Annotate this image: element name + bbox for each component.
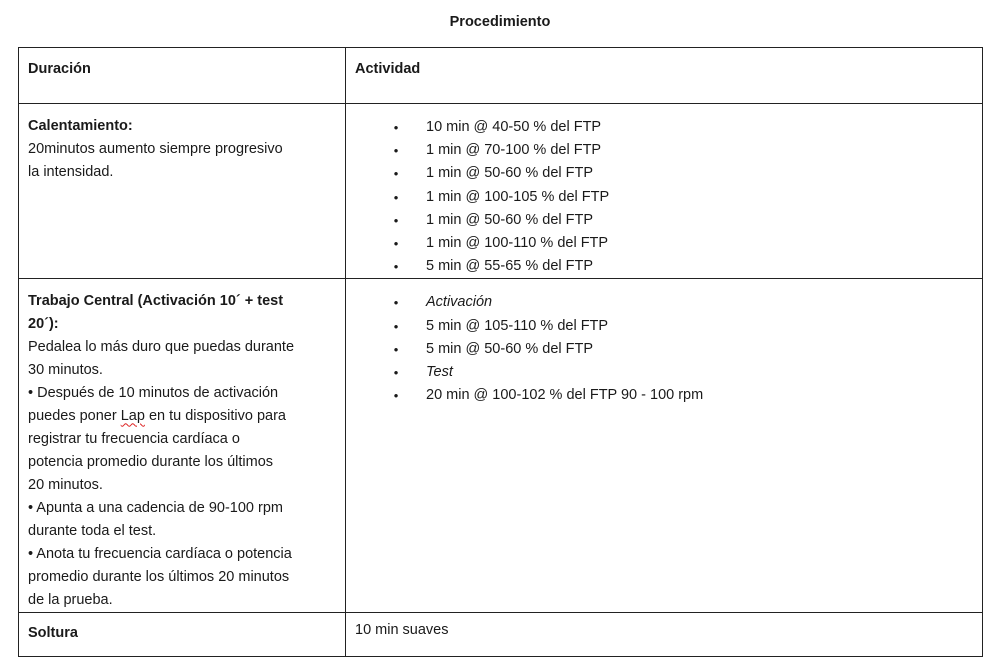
header-activity-label: Actividad: [355, 61, 421, 77]
list-item: • 5 min @ 50-60 % del FTP: [346, 338, 982, 361]
bullet-icon: •: [393, 259, 399, 275]
list-item: • 20 min @ 100-102 % del FTP 90 - 100 rpm: [346, 384, 982, 407]
main-activity-cell: [346, 279, 983, 613]
list-item: • 1 min @ 100-110 % del FTP: [346, 232, 982, 255]
main-description-line: Pedalea lo más duro que puedas durante: [28, 339, 295, 356]
list-item: • 5 min @ 55-65 % del FTP: [346, 255, 982, 278]
table-header-row: [19, 48, 983, 104]
cooldown-heading: Soltura: [28, 625, 78, 642]
warmup-duration-cell: [19, 104, 346, 279]
list-item: • 5 min @ 105-110 % del FTP: [346, 315, 982, 338]
cooldown-activity: 10 min suaves: [355, 622, 449, 639]
list-item: • Test: [346, 361, 982, 384]
bullet-icon: •: [393, 341, 399, 357]
table-row-warmup: [19, 104, 983, 279]
main-description-line: durante toda el test.: [28, 523, 157, 540]
list-item: • 1 min @ 50-60 % del FTP: [346, 162, 982, 185]
bullet-icon: •: [393, 364, 399, 380]
list-item: • 1 min @ 50-60 % del FTP: [346, 209, 982, 232]
procedure-table: [18, 47, 983, 657]
list-item: • 1 min @ 100-105 % del FTP: [346, 186, 982, 209]
bullet-icon: •: [393, 189, 399, 205]
bullet-icon: •: [393, 166, 399, 182]
header-duration-label: Duración: [28, 61, 91, 77]
warmup-description-line: 20minutos aumento siempre progresivo: [28, 141, 283, 157]
warmup-description-line: la intensidad.: [28, 164, 114, 180]
cooldown-activity-cell: [346, 613, 983, 657]
main-description-line: 30 minutos.: [28, 362, 103, 379]
bullet-icon: •: [393, 295, 399, 311]
main-description-line: • Anota tu frecuencia cardíaca o potencia: [28, 546, 292, 563]
main-heading-line: 20´):: [28, 316, 59, 333]
bullet-icon: •: [393, 388, 399, 404]
cooldown-duration-cell: [19, 613, 346, 657]
bullet-icon: •: [393, 143, 399, 159]
bullet-icon: •: [393, 235, 399, 251]
list-item: • 1 min @ 70-100 % del FTP: [346, 139, 982, 162]
main-heading-line: Trabajo Central (Activación 10´ + test: [28, 293, 284, 310]
main-description-line: • Después de 10 minutos de activación: [28, 385, 279, 402]
list-item: • Activación: [346, 291, 982, 314]
main-description-line: puedes poner Lap en tu dispositivo para: [28, 408, 286, 425]
bullet-icon: •: [393, 318, 399, 334]
header-cell-activity: [346, 48, 983, 104]
document-title: Procedimiento: [449, 14, 551, 30]
main-description-line: potencia promedio durante los últimos: [28, 454, 274, 471]
lap-word: Lap: [120, 408, 145, 425]
main-description-line: • Apunta a una cadencia de 90-100 rpm: [28, 500, 283, 517]
table-row-main-work: [19, 279, 983, 613]
header-cell-duration: [19, 48, 346, 104]
table-row-cooldown: [19, 613, 983, 657]
main-description-line: promedio durante los últimos 20 minutos: [28, 569, 290, 586]
main-description-line: 20 minutos.: [28, 477, 103, 494]
main-duration-cell: [19, 279, 346, 613]
bullet-icon: •: [393, 212, 399, 228]
warmup-activity-list: [346, 116, 982, 278]
list-item: • 10 min @ 40-50 % del FTP: [346, 116, 982, 139]
main-description-line: registrar tu frecuencia cardíaca o: [28, 431, 240, 448]
warmup-heading: Calentamiento:: [28, 118, 133, 134]
warmup-activity-cell: [346, 104, 983, 279]
bullet-icon: •: [393, 120, 399, 135]
main-description-line: de la prueba.: [28, 592, 113, 609]
main-activity-list: [346, 291, 982, 407]
